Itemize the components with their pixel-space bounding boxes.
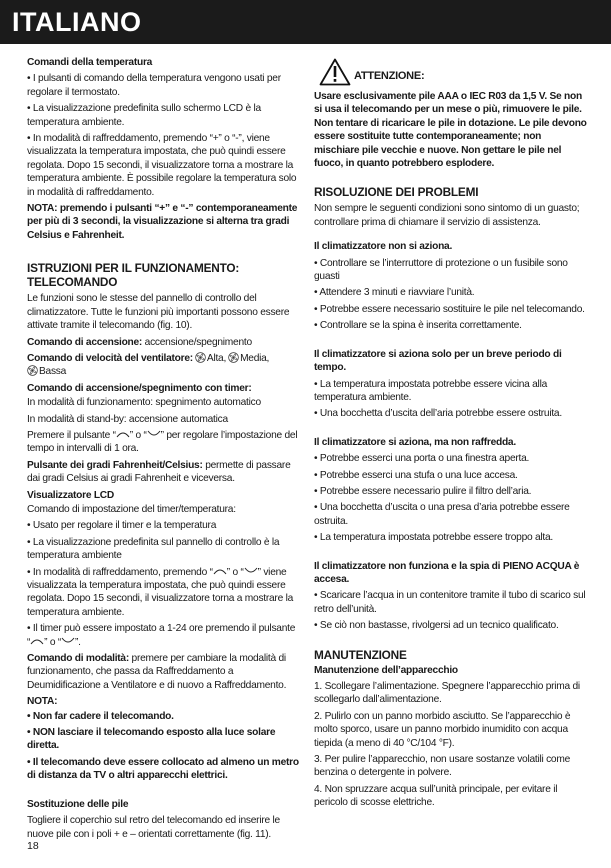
timer-text-c: ” per regolare l’impostazione del tempo in intervalli di 1 ora.	[27, 429, 298, 455]
degrees-command	[27, 459, 299, 486]
arrow-up-icon	[213, 567, 227, 575]
maintenance-item: 2. Pulirlo con un panno morbido asciutto. Se l’apparecchio è molto sporco, usare un panno morbido inumidito con acqua tiepida (a meno di 40 °C/104 °F).	[314, 710, 571, 749]
left-column	[27, 56, 299, 844]
problem-item: • Potrebbe essere necessario pulire il filtro dell’aria.	[314, 485, 532, 497]
remote-section-title: ISTRUZIONI PER IL FUNZIONAMENTO: TELECOMANDO	[27, 261, 240, 290]
power-text: accensione/spegnimento	[142, 336, 252, 348]
nota-item-3: • Il telecomando deve essere collocato ad almeno un metro di distanza da TV o altri apparecchi elettrici.	[27, 756, 299, 782]
maintenance-item: 1. Scollegare l’alimentazione. Spegnere l’apparecchio prima di scollegarlo dall’alimentazione.	[314, 681, 580, 706]
arrow-down-icon	[147, 430, 161, 438]
problem-item: • Scaricare l’acqua in un contenitore tramite il tubo di scarico sul retro dell’unità.	[314, 590, 586, 615]
lcd-label: Visualizzatore LCD	[27, 489, 115, 501]
problem-item: • Potrebbe esserci una porta o una finestra aperta.	[314, 453, 530, 465]
problem-item: • Controllare se l’interruttore di protezione o un fusibile sono guasti	[314, 257, 568, 283]
temp-controls-p3: • In modalità di raffreddamento, premendo “+” o “-”, viene visualizzata la temperatura impostata, che può quindi essere regolata. Dopo 15 secondi, il visualizzatore torna a mostrare la temperatura ambiente. È possibile regolare la temperatura solo in modalità di raffreddamento.	[27, 133, 297, 198]
mode-command	[27, 652, 299, 692]
problem-item: • Controllare se la spina è inserita correttamente.	[314, 320, 522, 332]
timer-line-1: In modalità di funzionamento: spegnimento automatico	[27, 397, 261, 409]
timer-label: Comando di accensione/spegnimento con timer:	[27, 382, 252, 394]
problem-item: • Una bocchetta d’uscita o una presa d’aria potrebbe essere ostruita.	[314, 502, 570, 527]
temp-controls-title: Comandi della temperatura	[27, 57, 153, 68]
temp-controls-p1: • I pulsanti di comando della temperatura vengono usati per regolare il termostato.	[27, 73, 281, 98]
mode-label: Comando di modalità:	[27, 653, 129, 665]
remote-intro: Le funzioni sono le stesse del pannello di controllo del climatizzatore. Tutte le funzioni più importanti possono essere attivate tramite il telecomando (fig. 10).	[27, 293, 290, 332]
problem-item: • Una bocchetta d’uscita dell’aria potrebbe essere ostruita.	[314, 408, 562, 420]
lcd-line-4	[27, 566, 299, 620]
degrees-text: permette di passare dai gradi Celsius ai gradi Fahrenheit e viceversa.	[27, 459, 291, 485]
problem-heading: Il climatizzatore si aziona, ma non raffredda.	[314, 436, 516, 448]
lcd-text-d: • Il timer può essere impostato a 1-24 ore premendo il pulsante “	[27, 623, 296, 648]
power-label: Comando di accensione:	[27, 336, 143, 348]
arrow-down-icon	[61, 637, 75, 645]
nota-label: NOTA:	[27, 696, 58, 708]
lcd-line-3: • La visualizzazione predefinita sul pannello di controllo è la temperatura ambiente	[27, 536, 280, 562]
problem-item: • La temperatura impostata potrebbe essere vicina alla temperatura ambiente.	[314, 378, 548, 403]
maintenance-title: MANUTENZIONE	[314, 647, 407, 662]
arrow-up-icon	[116, 430, 130, 438]
page-number: 18	[27, 840, 39, 852]
lcd-line-5	[27, 622, 299, 649]
lcd-text-c: ” viene visualizzata la temperatura impostata, che può quindi essere regolata. Dopo 15 secondi, il visualizzatore torna a mostrare la temperatura ambiente.	[27, 566, 294, 618]
timer-line-3	[27, 429, 299, 456]
temp-controls-note: NOTA: premendo i pulsanti “+” e “-” contemporaneamente per più di 3 secondi, la visualizzazione si alterna tra gradi Celsius e Fahrenheit.	[27, 203, 298, 241]
fan-icon	[27, 365, 38, 376]
right-column	[314, 58, 588, 813]
problem-heading: Il climatizzatore si aziona solo per un breve periodo di tempo.	[314, 348, 562, 374]
temp-controls-p2: • La visualizzazione predefinita sullo schermo LCD è la temperatura ambiente.	[27, 103, 261, 128]
warning-title: ATTENZIONE:	[354, 70, 425, 82]
problem-heading: Il climatizzatore non funziona e la spia di PIENO ACQUA è accesa.	[314, 560, 580, 585]
warning-text: Usare esclusivamente pile AAA o IEC R03 da 1,5 V. Se non si usa il telecomando per un mese o più, rimuovere le pile. Non tentare di ricaricare le pile in dotazione. Le pile devono essere sostituite tutte contemporaneamente; non mischiare pile vecchie e nuove. Non gettare le pile nel fuoco, in quanto potrebbero esplodere.	[314, 91, 587, 170]
power-command	[27, 336, 299, 349]
problem-item: • Attendere 3 minuti e riavviare l’unità.	[314, 287, 475, 299]
timer-text-a: Premere il pulsante “	[27, 429, 116, 441]
problem-heading: Il climatizzatore non si aziona.	[314, 241, 453, 253]
problem-item: • Se ciò non bastasse, rivolgersi ad un tecnico qualificato.	[314, 620, 559, 632]
warning-triangle-icon	[319, 58, 351, 86]
nota-item-1: • Non far cadere il telecomando.	[27, 710, 174, 722]
fan-high: Alta,	[206, 352, 227, 364]
batteries-title: Sostituzione delle pile	[27, 798, 129, 810]
batteries-text: Togliere il coperchio sul retro del telecomando ed inserire le nuove pile con i poli + e – orientati correttamente (fig. 11).	[27, 815, 280, 840]
timer-line-2: In modalità di stand-by: accensione automatica	[27, 413, 228, 425]
fan-label: Comando di velocità del ventilatore:	[27, 352, 193, 364]
mode-text: premere per cambiare la modalità di funzionamento, che passa da Raffreddamento a Deumidificazione a Ventilatore e di nuovo a Raffreddamento.	[27, 653, 287, 691]
problem-item: • La temperatura impostata potrebbe essere troppo alta.	[314, 532, 553, 544]
lcd-line-2: • Usato per regolare il timer e la temperatura	[27, 520, 217, 532]
arrow-up-icon	[30, 637, 44, 645]
problem-item: • Potrebbe esserci una stufa o una luce accesa.	[314, 469, 518, 481]
problem-item: • Potrebbe essere necessario sostituire le pile nel telecomando.	[314, 303, 585, 315]
maintenance-item: 4. Non spruzzare acqua sull’unità principale, per evitare il pericolo di scosse elettriche.	[314, 783, 558, 809]
arrow-down-icon	[244, 567, 258, 575]
troubleshooting-title: RISOLUZIONE DEI PROBLEMI	[314, 185, 479, 200]
fan-icon	[228, 352, 239, 363]
lcd-text-f: ”.	[75, 636, 81, 648]
lcd-text-b: ” o “	[226, 566, 244, 578]
nota-item-2: • NON lasciare il telecomando esposto alla luce solare diretta.	[27, 727, 276, 752]
language-title: ITALIANO	[12, 7, 142, 37]
troubleshooting-intro: Non sempre le seguenti condizioni sono sintomo di un guasto; controllare prima di chiamare il servizio di assistenza.	[314, 203, 580, 228]
page-header	[0, 0, 611, 44]
lcd-text-e: ” o “	[44, 636, 62, 648]
timer-text-b: ” o “	[129, 429, 147, 441]
maintenance-subtitle: Manutenzione dell’apparecchio	[314, 664, 458, 676]
warning-header	[314, 58, 588, 88]
lcd-line-1: Comando di impostazione del timer/temperatura:	[27, 503, 236, 515]
lcd-text-a: • In modalità di raffreddamento, premendo “	[27, 566, 213, 578]
degrees-label: Pulsante dei gradi Fahrenheit/Celsius:	[27, 459, 203, 471]
fan-medium: Media,	[240, 352, 270, 364]
maintenance-item: 3. Per pulire l’apparecchio, non usare sostanze volatili come benzina o detergente in polvere.	[314, 754, 570, 779]
fan-icon	[195, 352, 206, 363]
fan-speed-command	[27, 352, 299, 379]
fan-low: Bassa	[39, 366, 67, 378]
